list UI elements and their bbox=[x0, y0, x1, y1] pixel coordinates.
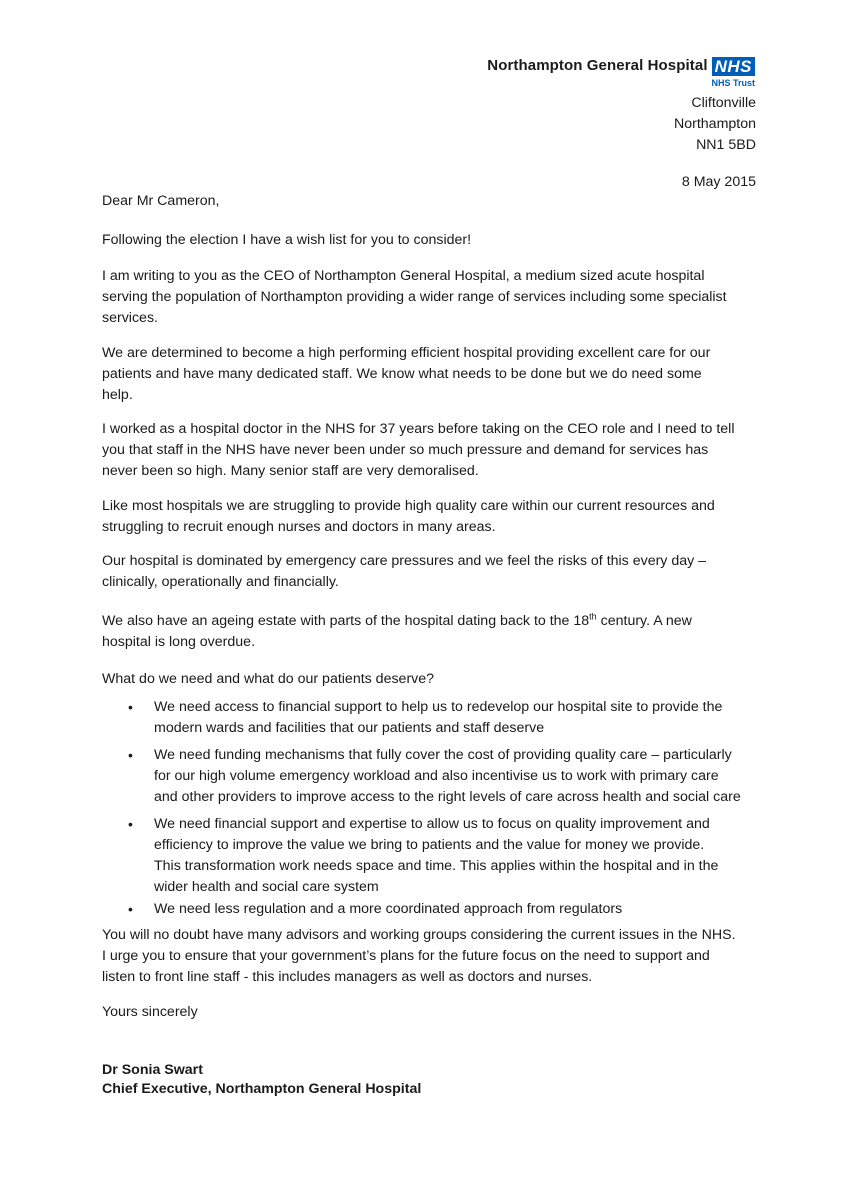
text-line: and other providers to improve access to the right levels of care across health and social care bbox=[154, 789, 741, 805]
text-line: struggling to recruit enough nurses and doctors in many areas. bbox=[102, 519, 496, 535]
text-line: I am writing to you as the CEO of Northampton General Hospital, a medium sized acute hospital bbox=[102, 268, 705, 284]
text-line: modern wards and facilities that our patients and staff deserve bbox=[154, 720, 545, 736]
org-name: Northampton General Hospital bbox=[487, 57, 708, 74]
nhs-logo: NHS bbox=[712, 57, 755, 76]
text-line: We need funding mechanisms that fully cover the cost of providing quality care – particularly bbox=[154, 747, 732, 763]
bullet-marker: • bbox=[128, 901, 133, 917]
paragraph-7 bbox=[102, 611, 762, 653]
address-line: Cliftonville bbox=[691, 95, 756, 111]
trust-name: NHS Trust bbox=[711, 78, 755, 88]
text-segment: century. A new bbox=[596, 613, 692, 629]
letter-date: 8 May 2015 bbox=[681, 174, 756, 190]
text-line: never been so high. Many senior staff are very demoralised. bbox=[102, 463, 479, 479]
text-line: We need financial support and expertise to allow us to focus on quality improvement and bbox=[154, 816, 710, 832]
text-line: We need less regulation and a more coordinated approach from regulators bbox=[154, 901, 623, 917]
bullet-marker: • bbox=[128, 816, 133, 832]
ordinal-suffix: th bbox=[589, 611, 597, 622]
bullet-marker: • bbox=[128, 699, 133, 715]
paragraph-1 bbox=[102, 230, 762, 251]
address-line: Northampton bbox=[673, 116, 756, 132]
text-line: services. bbox=[102, 310, 158, 326]
text-line: efficiency to improve the value we bring to patients and the value for money we provide. bbox=[154, 837, 705, 853]
text-line: wider health and social care system bbox=[154, 879, 379, 895]
text-line: patients and have many dedicated staff. We know what needs to be done but we do need some bbox=[102, 366, 702, 382]
text-line: serving the population of Northampton providing a wider range of services including some specialist bbox=[102, 289, 727, 305]
signatory-title: Chief Executive, Northampton General Hospital bbox=[102, 1081, 422, 1097]
sender-address bbox=[674, 93, 756, 156]
text-line: Following the election I have a wish list for you to consider! bbox=[102, 232, 472, 248]
bullet-marker: • bbox=[128, 747, 133, 763]
text-line bbox=[102, 611, 762, 632]
list-item-text bbox=[154, 814, 718, 898]
signatory-name: Dr Sonia Swart bbox=[102, 1062, 203, 1078]
address-line: NN1 5BD bbox=[696, 137, 756, 153]
text-line: help. bbox=[102, 387, 133, 403]
text-line: clinically, operationally and financially. bbox=[102, 574, 339, 590]
text-line: We are determined to become a high performing efficient hospital providing excellent care for our bbox=[102, 345, 711, 361]
salutation: Dear Mr Cameron, bbox=[102, 193, 220, 209]
text-line: you that staff in the NHS have never been under so much pressure and demand for services has bbox=[102, 442, 709, 458]
text-line: You will no doubt have many advisors and working groups considering the current issues in the NHS. bbox=[102, 927, 736, 943]
list-item-text bbox=[154, 745, 741, 808]
closing: Yours sincerely bbox=[102, 1004, 198, 1020]
list-item-text bbox=[154, 899, 622, 920]
text-line: listen to front line staff - this includes managers as well as doctors and nurses. bbox=[102, 969, 593, 985]
list-item-text bbox=[154, 697, 722, 739]
text-line: for our high volume emergency workload and also incentivise us to work with primary care bbox=[154, 768, 719, 784]
text-line: What do we need and what do our patients deserve? bbox=[102, 671, 435, 687]
text-line: Our hospital is dominated by emergency care pressures and we feel the risks of this every day – bbox=[102, 553, 707, 569]
text-segment: We also have an ageing estate with parts of the hospital dating back to the 18 bbox=[102, 613, 590, 629]
text-line: hospital is long overdue. bbox=[102, 634, 256, 650]
paragraph-5 bbox=[102, 496, 762, 538]
text-line: Like most hospitals we are struggling to provide high quality care within our current resources and bbox=[102, 498, 715, 514]
text-line: This transformation work needs space and time. This applies within the hospital and in the bbox=[154, 858, 719, 874]
paragraph-4 bbox=[102, 419, 762, 482]
text-line: We need access to financial support to help us to redevelop our hospital site to provide the bbox=[154, 699, 723, 715]
paragraph-3 bbox=[102, 343, 762, 406]
org-block bbox=[487, 55, 707, 77]
paragraph-2 bbox=[102, 266, 762, 329]
paragraph-9 bbox=[102, 925, 762, 988]
letterhead bbox=[487, 55, 755, 77]
text-line: I urge you to ensure that your government’s plans for the future focus on the need to support and bbox=[102, 948, 710, 964]
text-line: I worked as a hospital doctor in the NHS for 37 years before taking on the CEO role and I need to tell bbox=[102, 421, 735, 437]
paragraph-8 bbox=[102, 669, 762, 690]
paragraph-6 bbox=[102, 551, 762, 593]
